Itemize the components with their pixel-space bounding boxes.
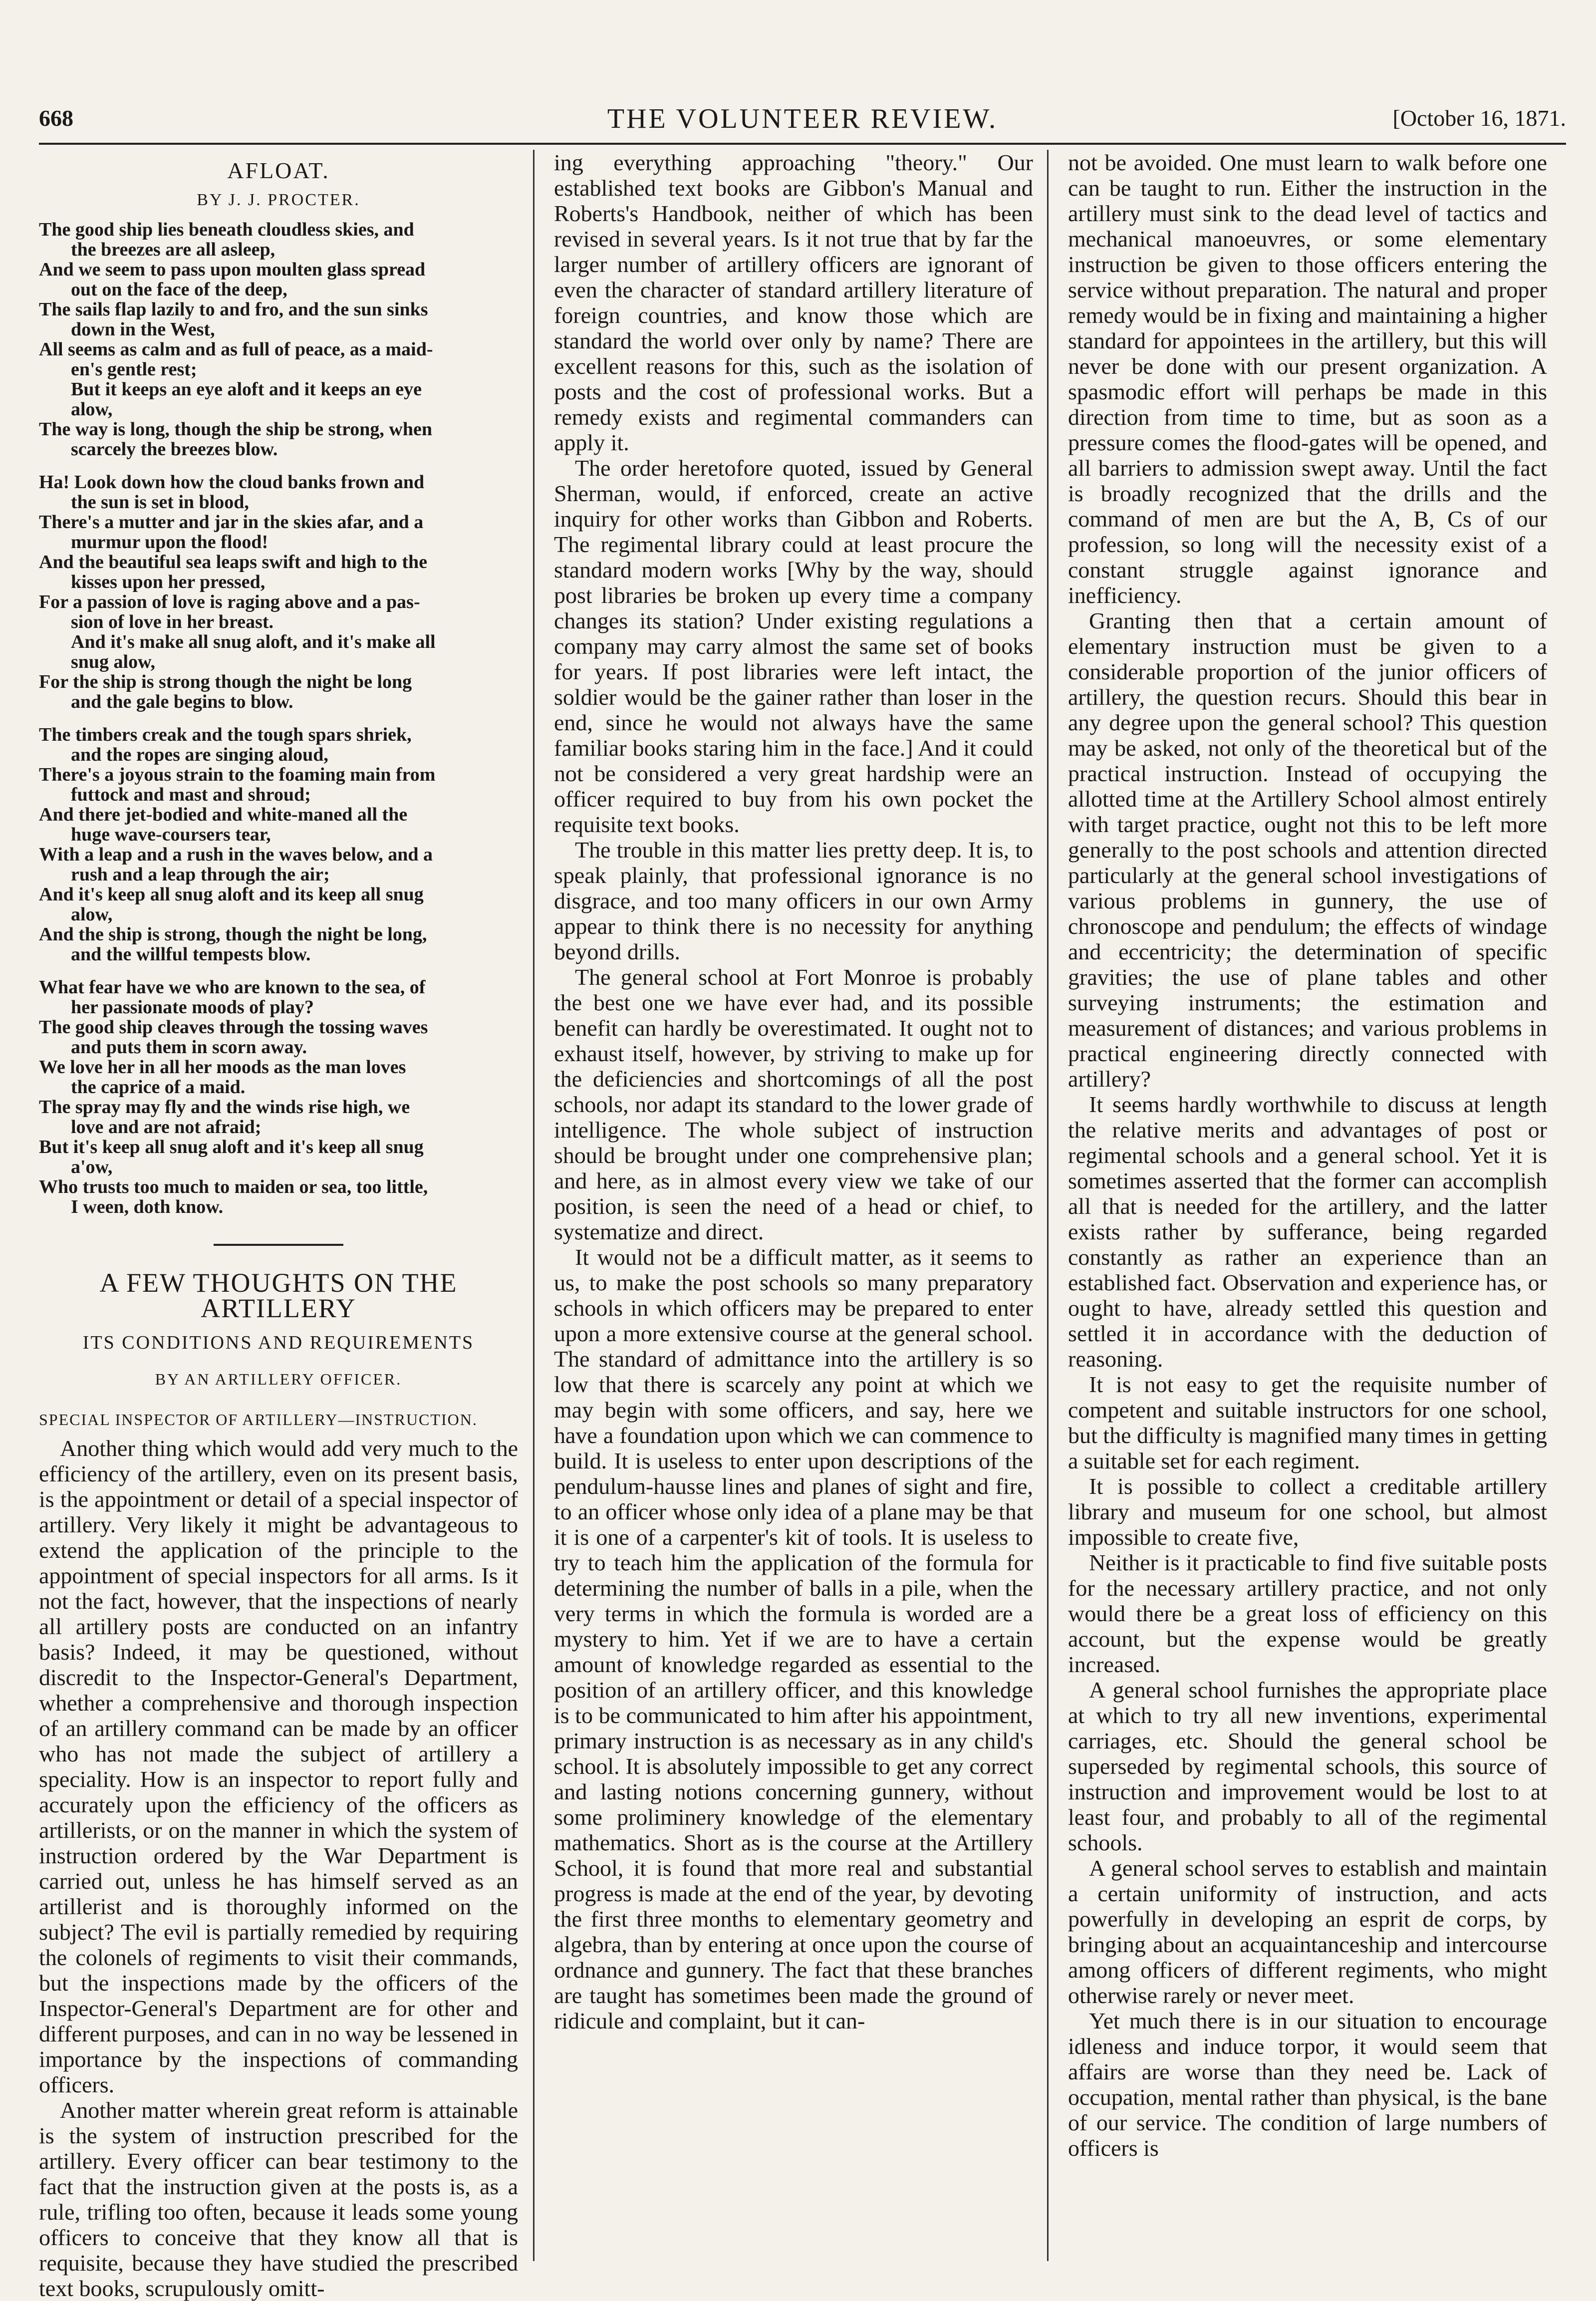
column-1 [39, 150, 518, 2301]
poem-line: The good ship cleaves through the tossing waves [39, 1017, 428, 1038]
poem-stanza [39, 977, 518, 1217]
article-paragraph: A general school furnishes the appropriate place at which to try all new inventions, experimental carriages, etc. Should the general school be superseded by regimental schools, this source of instruction and improvement would be lost to at least four, and probably to all of the regimental schools. [1068, 1677, 1547, 1855]
poem-body [39, 220, 518, 1217]
issue-date: [October 16, 1871. [1392, 105, 1566, 131]
article-paragraph: Another thing which would add very much to the efficiency of the artillery, even on its present basis, is the appointment or detail of a special inspector of artillery. Very likely it might be advantageous to extend the application of the principle to the appointment of special inspectors for all arms. Is it not the fact, however, that the inspections of nearly all artillery posts are conducted on an infantry basis? Indeed, it may be questioned, without discredit to the Inspector-General's Department, whether a comprehensive and thorough inspection of an artillery command can be made by an officer who has not made the subject of artillery a speciality. How is an inspector to report fully and accurately upon the efficiency of the officers as artillerists, or on the manner in which the system of instruction ordered by the War Department is carried out, unless he has himself served as an artillerist and is thoroughly informed on the subject? The evil is partially remedied by requiring the colonels of regiments to visit their commands, but the inspections made by the officers of the Inspector-General's Department are for other and different purposes, and can in no way be lessened in importance by the inspections of commanding officers. [39, 1436, 518, 2097]
article-byline: BY AN ARTILLERY OFFICER. [155, 1370, 402, 1388]
poem-line: and puts them in scorn away. [71, 1037, 307, 1058]
poem-line: alow, [71, 399, 113, 420]
column-2-text [554, 150, 1033, 2033]
poem-line: And the ship is strong, though the night be long, [39, 924, 427, 945]
poem-line: All seems as calm and as full of peace, as a maid- [39, 339, 433, 360]
poem-author: BY J. J. PROCTER. [197, 191, 360, 209]
poem-line: And we seem to pass upon moulten glass spread [39, 259, 426, 280]
article-paragraph: The general school at Fort Monroe is probably the best one we have ever had, and its possible benefit can hardly be overestimated. It ought not to exhaust itself, however, by striving to make up for the deficiencies and shortcomings of all the post schools, nor adapt its standard to the lower grade of intelligence. The whole subject of instruction should be brought under one comprehensive plan; and here, as in almost every view we take of our position, is seen the need of a head or chief, to systematize and direct. [554, 964, 1033, 1244]
header-rule [39, 143, 1566, 145]
poem-line: rush and a leap through the air; [71, 864, 330, 885]
poem-line: The spray may fly and the winds rise high, we [39, 1097, 410, 1118]
poem-line: a'ow, [71, 1156, 113, 1177]
poem-line: The good ship lies beneath cloudless skies, and [39, 219, 414, 240]
poem-stanza [39, 725, 518, 964]
poem-line: her passionate moods of play? [71, 997, 314, 1018]
poem-line: But it keeps an eye aloft and it keeps an eye [71, 379, 422, 400]
poem-line: the breezes are all asleep, [71, 239, 275, 260]
poem-line: And it's keep all snug aloft and its keep all snug [39, 884, 424, 905]
poem-line: murmur upon the flood! [71, 532, 268, 553]
section-heading: SPECIAL INSPECTOR OF ARTILLERY—INSTRUCTION. [39, 1411, 478, 1429]
article-paragraph: It is not easy to get the requisite number of competent and suitable instructors for one school, but the difficulty is magnified many times in getting a suitable set for each regiment. [1068, 1372, 1547, 1473]
poem-line: futtock and mast and shroud; [71, 784, 311, 805]
poem-line: There's a joyous strain to the foaming main from [39, 764, 436, 785]
poem-title: AFLOAT. [227, 158, 330, 183]
article-paragraph: Another matter wherein great reform is attainable is the system of instruction prescribed for the artillery. Every officer can bear testimony to the fact that the instruction given at the posts is, as a rule, trifling too often, because it leads some young officers to conceive that they know all that is requisite, because they have studied the prescribed text books, scrupulously omitt- [39, 2097, 518, 2301]
poem-line: the caprice of a maid. [71, 1077, 246, 1098]
poem-line: We love her in all her moods as the man loves [39, 1057, 406, 1078]
poem-line: alow, [71, 904, 113, 925]
poem-line: and the gale begins to blow. [71, 691, 293, 712]
poem-line: kisses upon her pressed, [71, 572, 266, 592]
column-3 [1068, 150, 1547, 2261]
poem-line: The sails flap lazily to and fro, and the sun sinks [39, 299, 428, 320]
article-subtitle: ITS CONDITIONS AND REQUIREMENTS [82, 1332, 475, 1353]
poem-line: What fear have we who are known to the sea, of [39, 977, 426, 998]
column-2 [554, 150, 1033, 2261]
poem-line: scarcely the breezes blow. [71, 439, 278, 460]
poem-line: snug alow, [71, 651, 155, 672]
poem-line: Ha! Look down how the cloud banks frown and [39, 472, 425, 493]
publication-title: THE VOLUNTEER REVIEW. [607, 103, 998, 134]
poem-line: en's gentle rest; [71, 359, 197, 380]
poem-line: With a leap and a rush in the waves below, and a [39, 844, 433, 865]
article-paragraph: Granting then that a certain amount of elementary instruction must be given to a considerable proportion of the junior officers of artillery, the question recurs. Should this bear in any degree upon the general school? This question may be asked, not only of the theoretical but of the practical instruction. Instead of occupying the allotted time at the Artillery School almost entirely with target practice, ought not this to be left more generally to the post schools and attention directed particularly at the general school investigations of various problems in gunnery, the use of chronoscope and pendulum; the effects of windage and eccentricity; the determination of specific gravities; the use of plane tables and other surveying instruments; the estimation and measurement of distances; and various problems in practical engineering directly connected with artillery? [1068, 608, 1547, 1092]
column-1-text [39, 1436, 518, 2301]
poem-line: and the ropes are singing aloud, [71, 744, 328, 765]
column-divider [1047, 150, 1049, 2261]
poem-line: There's a mutter and jar in the skies afar, and a [39, 512, 424, 533]
poem-line: the sun is set in blood, [71, 492, 249, 513]
article-paragraph: It would not be a difficult matter, as it seems to us, to make the post schools so many preparatory schools in which officers may be prepared to enter upon a more extensive course at the general school. The standard of admittance into the artillery is so low that there is scarcely any point at which we may begin with some officers, and say, here we have a foundation upon which we can commence to build. It is useless to enter upon descriptions of the pendulum-hausse lines and planes of sight and fire, to an officer whose only idea of a plane may be that it is one of a carpenter's kit of tools. It is useless to try to teach him the application of the formula for determining the number of balls in a pile, when the very terms in which the formula is worded are a mystery to him. Yet if we are to have a certain amount of knowledge regarded as essential to the position of an artillery officer, and this knowledge is to be communicated to him after his appointment, primary instruction is as necessary as in any child's school. It is absolutely impossible to get any correct and lasting notions concerning gunnery, without some proliminery knowledge of the elementary mathematics. Short as is the course at the Artillery School, it is found that more real and substantial progress is made at the end of the year, by devoting the first three months to elementary geometry and algebra, than by entering at once upon the course of ordnance and gunnery. The fact that these branches are taught has sometimes been made the ground of ridicule and complaint, but it can- [554, 1244, 1033, 2033]
poem-line: I ween, doth know. [71, 1196, 224, 1217]
article-paragraph: Neither is it practicable to find five suitable posts for the necessary artillery practice, and not only would there be a great loss of efficiency on this account, but the expense would be greatly increased. [1068, 1550, 1547, 1677]
section-ornament [39, 1230, 518, 1255]
poem-line: For a passion of love is raging above and a pas- [39, 591, 420, 612]
poem-line: For the ship is strong though the night be long [39, 671, 412, 692]
article-paragraph: not be avoided. One must learn to walk before one can be taught to run. Either the instruction in the artillery must sink to the dead level of tactics and mechanical manoeuvres, or some elementary instruction be given to those officers entering the service without preparation. The natural and proper remedy would be in fixing and maintaining a higher standard for appointees in the artillery, but this will never be done with our present organization. A spasmodic effort will perhaps be made in this direction from time to time, but as soon as a pressure comes the flood-gates will be opened, and all barriers to admission swept away. Until the fact is broadly recognized that the drills and the command of men are but the A, B, Cs of our profession, so long will the necessity exist of a constant struggle against ignorance and inefficiency. [1068, 150, 1547, 608]
poem-line: huge wave-coursers tear, [71, 824, 271, 845]
poem-line: The timbers creak and the tough spars shriek, [39, 724, 412, 745]
poem-line: And it's make all snug aloft, and it's make all [71, 631, 436, 652]
article-title: A FEW THOUGHTS ON THE ARTILLERY [99, 1268, 458, 1323]
poem-line: But it's keep all snug aloft and it's keep all snug [39, 1137, 424, 1157]
article-paragraph: The trouble in this matter lies pretty deep. It is, to speak plainly, that professional ignorance is no disgrace, and too many officers in our own Army appear to think there is no necessity for anything beyond drills. [554, 837, 1033, 964]
article-paragraph: A general school serves to establish and maintain a certain uniformity of instruction, and acts powerfully in developing an esprit de corps, by bringing about an acquaintanceship and intercourse among officers of different regiments, who might otherwise rarely or never meet. [1068, 1855, 1547, 2008]
page-number: 668 [39, 105, 73, 131]
poem-line: The way is long, though the ship be strong, when [39, 419, 432, 440]
article-paragraph: It seems hardly worthwhile to discuss at length the relative merits and advantages of post or regimental schools and a general school. Yet it is sometimes asserted that the former can accomplish all that is needed for the artillery, and the latter exists rather by sufferance, being regarded constantly as rather an experience than an established fact. Observation and experience has, or ought to have, already settled this question and settled it in accordance with the deduction of reasoning. [1068, 1092, 1547, 1372]
poem-stanza [39, 472, 518, 712]
poem-line: And the beautiful sea leaps swift and high to the [39, 552, 428, 573]
page-header [39, 103, 1566, 138]
column-divider [533, 150, 534, 2261]
poem-line: Who trusts too much to maiden or sea, too little, [39, 1176, 428, 1197]
poem-line: sion of love in her breast. [71, 611, 274, 632]
poem-line: down in the West, [71, 319, 215, 340]
article-paragraph: Yet much there is in our situation to encourage idleness and induce torpor, it would seem that affairs are worse than they need be. Lack of occupation, mental rather than physical, is the bane of our service. The condition of large numbers of officers is [1068, 2008, 1547, 2161]
article-paragraph: The order heretofore quoted, issued by General Sherman, would, if enforced, create an active inquiry for other works than Gibbon and Roberts. The regimental library could at least procure the standard modern works [Why by the way, should post libraries be broken up every time a company changes its station? Under existing regulations a company may carry almost the same set of books for years. If post libraries were left intact, the soldier would be the gainer rather than loser in the end, since he would not always have the same familiar books staring him in the face.] And it could not be considered a very great hardship were an officer required to buy from his own pocket the requisite text books. [554, 455, 1033, 837]
poem-line: And there jet-bodied and white-maned all the [39, 804, 408, 825]
poem-line: love and are not afraid; [71, 1117, 262, 1138]
poem-line: and the willful tempests blow. [71, 944, 311, 965]
poem-line: out on the face of the deep, [71, 279, 287, 300]
poem-stanza [39, 220, 518, 459]
article-paragraph: ing everything approaching "theory." Our established text books are Gibbon's Manual and Roberts's Handbook, neither of which has been revised in several years. Is it not true that by far the larger number of artillery officers are ignorant of even the character of standard artillery literature of foreign countries, and know those which are standard the world over only by name? There are excellent reasons for this, such as the isolation of posts and the cost of professional works. But a remedy exists and regimental commanders can apply it. [554, 150, 1033, 455]
article-paragraph: It is possible to collect a creditable artillery library and museum for one school, but almost impossible to create five, [1068, 1473, 1547, 1550]
column-3-text [1068, 150, 1547, 2161]
